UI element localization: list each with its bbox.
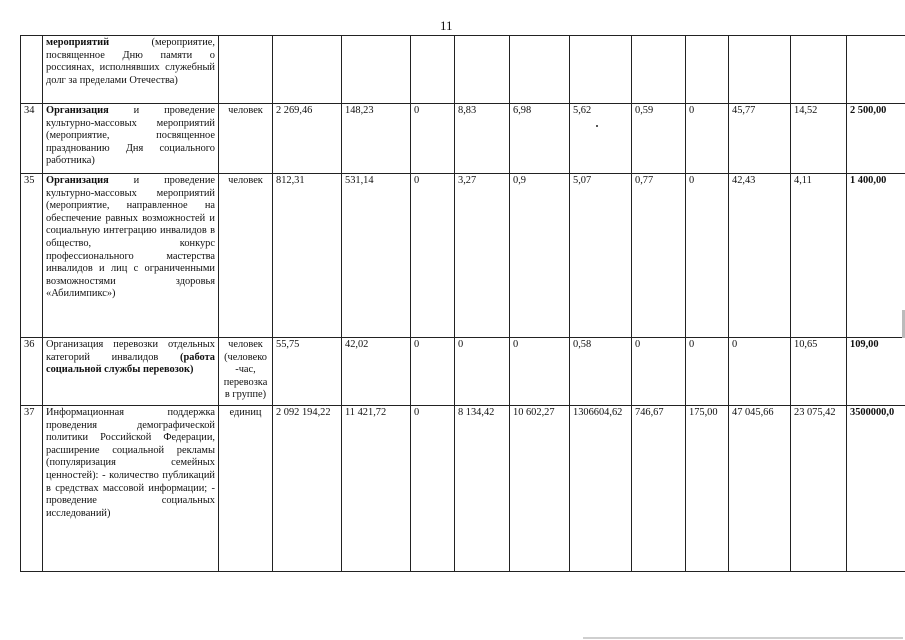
row-value: 23 075,42 (791, 406, 847, 572)
row-value (791, 36, 847, 104)
table-row (21, 104, 905, 174)
row-value: 0 (686, 104, 729, 174)
row-value: 42,43 (729, 174, 791, 338)
row-unit: единиц (219, 406, 273, 572)
row-value: 5,07 (570, 174, 632, 338)
table-row (21, 174, 905, 338)
row-value: 47 045,66 (729, 406, 791, 572)
row-value: 0 (632, 338, 686, 406)
row-unit: человек (человеко -час, перевозка в группе) (219, 338, 273, 406)
row-value: 11 421,72 (342, 406, 411, 572)
row-value (342, 36, 411, 104)
row-number: 35 (21, 174, 43, 338)
row-value: 5,62 (570, 104, 632, 174)
page-number: 11 (440, 18, 453, 33)
row-value: 746,67 (632, 406, 686, 572)
row-total: 3500000,0 (847, 406, 905, 572)
row-value: 0 (411, 104, 455, 174)
table-row (21, 338, 905, 406)
row-value: 10,65 (791, 338, 847, 406)
row-value: 175,00 (686, 406, 729, 572)
row-total: 1 400,00 (847, 174, 905, 338)
row-value: 1306604,62 (570, 406, 632, 572)
row-number: 37 (21, 406, 43, 572)
row-value: 0 (411, 406, 455, 572)
row-description: Организация перевозки отдельных категорий инвалидов (работа социальной службы перевозок) (43, 338, 219, 406)
row-total: 109,00 (847, 338, 905, 406)
row-value: 0,77 (632, 174, 686, 338)
row-description: Информационная поддержка проведения демографической политики Российской Федерации, расширение социальной рекламы (популяризация семейных ценностей): - количество публикаций в средствах массовой информации; - проведение социальных исследований) (43, 406, 219, 572)
row-description: Организация и проведение культурно-массовых мероприятий (мероприятие, посвященное празднованию Дня социального работника) (43, 104, 219, 174)
row-unit: человек (219, 104, 273, 174)
row-unit (219, 36, 273, 104)
row-value: 4,11 (791, 174, 847, 338)
table-row (21, 406, 905, 572)
row-value: 42,02 (342, 338, 411, 406)
row-value: 0,59 (632, 104, 686, 174)
row-value: 0 (510, 338, 570, 406)
row-value: 0 (455, 338, 510, 406)
row-value: 3,27 (455, 174, 510, 338)
table-row (21, 36, 905, 104)
row-number: 36 (21, 338, 43, 406)
row-value: 148,23 (342, 104, 411, 174)
row-total (847, 36, 905, 104)
scan-speck (596, 125, 598, 127)
row-value: 14,52 (791, 104, 847, 174)
row-unit: человек (219, 174, 273, 338)
row-value: 55,75 (273, 338, 342, 406)
row-number: 34 (21, 104, 43, 174)
row-value: 2 092 194,22 (273, 406, 342, 572)
row-description: Организация и проведение культурно-массовых мероприятий (мероприятие, направленное на обеспечение равных возможностей и социальную интеграцию инвалидов в общество, конкурс профессионального мастерства инвалидов и лиц с ограниченными возможностями здоровья «Абилимпикс») (43, 174, 219, 338)
row-value (455, 36, 510, 104)
scan-bottom-rule (583, 637, 903, 639)
row-value (411, 36, 455, 104)
row-value (729, 36, 791, 104)
row-total: 2 500,00 (847, 104, 905, 174)
row-value (570, 36, 632, 104)
row-value: 6,98 (510, 104, 570, 174)
row-value: 0 (729, 338, 791, 406)
row-value (632, 36, 686, 104)
row-value: 2 269,46 (273, 104, 342, 174)
row-value (510, 36, 570, 104)
row-number (21, 36, 43, 104)
row-value: 8 134,42 (455, 406, 510, 572)
row-value: 0 (411, 174, 455, 338)
row-value: 8,83 (455, 104, 510, 174)
row-value: 0 (411, 338, 455, 406)
cost-table (20, 35, 905, 572)
row-value (686, 36, 729, 104)
row-description: мероприятий (мероприятие, посвященное Дню памяти о россиянах, исполнявших служебный долг за пределами Отечества) (43, 36, 219, 104)
row-value: 531,14 (342, 174, 411, 338)
row-value: 812,31 (273, 174, 342, 338)
row-value (273, 36, 342, 104)
row-value: 10 602,27 (510, 406, 570, 572)
row-value: 45,77 (729, 104, 791, 174)
row-value: 0 (686, 338, 729, 406)
row-value: 0,58 (570, 338, 632, 406)
row-value: 0,9 (510, 174, 570, 338)
row-value: 0 (686, 174, 729, 338)
